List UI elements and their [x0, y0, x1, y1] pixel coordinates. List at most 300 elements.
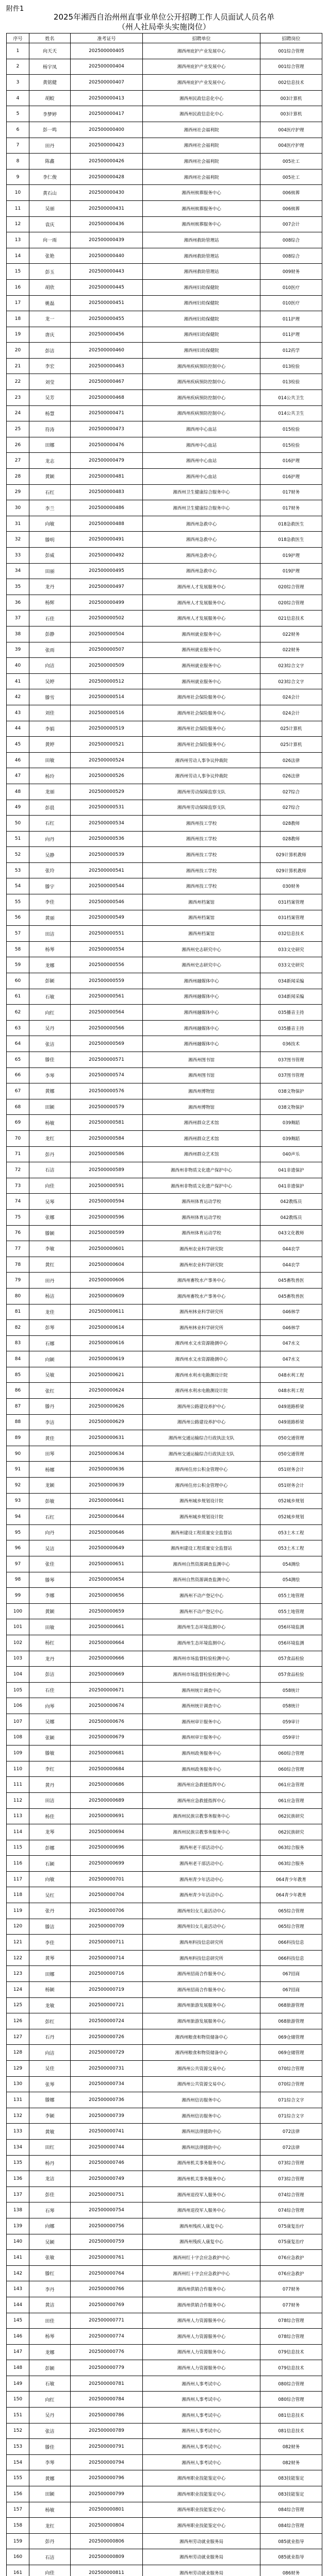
cell-post: 039舞蹈	[260, 1115, 322, 1131]
table-row	[7, 1257, 322, 1273]
cell-unit: 湘西州劳动人事争议仲裁院	[143, 752, 260, 768]
table-row	[7, 2013, 322, 2029]
cell-index: 134	[7, 2139, 29, 2155]
table-row	[7, 2454, 322, 2470]
cell-post: 064青少年教育	[260, 1887, 322, 1903]
cell-name: 田佳	[29, 2313, 71, 2329]
cell-index: 144	[7, 2297, 29, 2313]
cell-unit: 湘西州生态环境监测中心	[143, 1619, 260, 1635]
cell-unit: 湘西州劳动保障监察支队	[143, 784, 260, 800]
table-row	[7, 1020, 322, 1036]
cell-unit: 湘西州急救中心	[143, 532, 260, 548]
cell-name: 彭丹	[29, 1146, 71, 1162]
document-title	[6, 12, 322, 32]
cell-unit: 湘西州畜牧水产事务中心	[143, 1288, 260, 1304]
cell-index: 47	[7, 768, 29, 784]
cell-name: 滕红	[29, 2265, 71, 2281]
cell-index: 27	[7, 453, 29, 469]
table-row	[7, 957, 322, 973]
cell-post: 083技能鉴定	[260, 2486, 322, 2502]
cell-index: 18	[7, 311, 29, 327]
cell-exam-number: 202500000784	[71, 2392, 143, 2408]
table-row	[7, 106, 322, 122]
cell-name: 刘佳	[29, 705, 71, 721]
cell-post: 048水利工程	[260, 1383, 322, 1399]
table-row	[7, 1225, 322, 1241]
cell-index: 152	[7, 2423, 29, 2439]
cell-post: 039舞蹈	[260, 1130, 322, 1146]
cell-post: 078综合管理	[260, 2313, 322, 2329]
cell-post: 046林学	[260, 1304, 322, 1320]
cell-exam-number: 202500000719	[71, 1982, 143, 1998]
cell-unit: 湘西州劳动保障监察支队	[143, 800, 260, 816]
cell-unit: 湘西州青少年活动中心	[143, 1887, 260, 1903]
table-row	[7, 2423, 322, 2439]
table-row	[7, 2392, 322, 2408]
cell-index: 114	[7, 1824, 29, 1840]
cell-index: 84	[7, 1351, 29, 1367]
cell-exam-number: 202500000726	[71, 2029, 143, 2045]
cell-exam-number: 202500000746	[71, 2155, 143, 2171]
cell-index: 148	[7, 2360, 29, 2376]
cell-exam-number: 202500000701	[71, 1871, 143, 1887]
cell-name: 黄颖	[29, 1603, 71, 1619]
cell-exam-number: 202500000786	[71, 2408, 143, 2424]
cell-name: 李仁俊	[29, 169, 71, 185]
cell-index: 90	[7, 1446, 29, 1462]
cell-post: 007会计	[260, 216, 322, 232]
cell-name: 黄婷	[29, 737, 71, 753]
cell-exam-number: 202500000499	[71, 595, 143, 611]
cell-post: 041非遗保护	[260, 1162, 322, 1178]
table-row	[7, 1824, 322, 1840]
cell-index: 1	[7, 43, 29, 59]
cell-exam-number: 202500000616	[71, 1335, 143, 1351]
cell-exam-number: 202500000481	[71, 469, 143, 485]
table-row	[7, 1871, 322, 1887]
cell-post: 017财务	[260, 484, 322, 500]
cell-unit: 湘西州就业服务中心	[143, 642, 260, 658]
cell-post: 077财务	[260, 2297, 322, 2313]
cell-index: 26	[7, 437, 29, 453]
cell-index: 59	[7, 957, 29, 973]
cell-exam-number: 202500000671	[71, 1682, 143, 1698]
cell-index: 71	[7, 1146, 29, 1162]
cell-post: 029计算机教师	[260, 862, 322, 878]
cell-unit: 湘西州劳动就业服务局	[143, 2565, 260, 2576]
cell-unit: 湘西州技工学校	[143, 847, 260, 863]
cell-post: 035播音主持	[260, 1020, 322, 1036]
table-row	[7, 295, 322, 311]
table-row	[7, 784, 322, 800]
cell-unit: 湘西州图书馆	[143, 1067, 260, 1083]
cell-index: 6	[7, 122, 29, 138]
cell-unit: 湘西州招商合作服务中心	[143, 1966, 260, 1982]
cell-exam-number: 202500000541	[71, 862, 143, 878]
cell-index: 121	[7, 1935, 29, 1951]
cell-exam-number: 202500000681	[71, 1745, 143, 1761]
cell-index: 100	[7, 1603, 29, 1619]
cell-name: 李敏	[29, 1241, 71, 1257]
cell-name: 石佳	[29, 1682, 71, 1698]
cell-exam-number: 202500000579	[71, 1099, 143, 1115]
cell-index: 15	[7, 264, 29, 280]
cell-index: 78	[7, 1257, 29, 1273]
cell-exam-number: 202500000417	[71, 106, 143, 122]
cell-name: 滕洁	[29, 1919, 71, 1935]
cell-post: 062民族研究	[260, 1808, 322, 1824]
cell-exam-number: 202500000559	[71, 973, 143, 989]
cell-exam-number: 202500000646	[71, 1524, 143, 1540]
cell-index: 127	[7, 2029, 29, 2045]
cell-exam-number: 202500000569	[71, 1036, 143, 1052]
cell-name: 龙一	[29, 311, 71, 327]
table-row	[7, 626, 322, 642]
cell-exam-number: 202500000566	[71, 1020, 143, 1036]
cell-unit: 湘西州公共资源交易中心	[143, 2061, 260, 2077]
cell-name: 石琴	[29, 2202, 71, 2218]
cell-post: 041非遗保护	[260, 1178, 322, 1194]
cell-index: 102	[7, 1635, 29, 1651]
table-row	[7, 1115, 322, 1131]
cell-unit: 湘西州招商合作服务中心	[143, 1982, 260, 1998]
cell-name: 杨丹	[29, 2155, 71, 2171]
cell-unit: 湘西州群众艺术馆	[143, 1130, 260, 1146]
cell-exam-number: 202500000614	[71, 1320, 143, 1336]
cell-name: 张红	[29, 1383, 71, 1399]
cell-name: 田丽	[29, 563, 71, 579]
cell-unit: 湘西州水文水资源勘测中心	[143, 1351, 260, 1367]
cell-name: 向洁	[29, 658, 71, 674]
cell-name: 李娜	[29, 1588, 71, 1604]
table-row	[7, 2155, 322, 2171]
cell-index: 81	[7, 1304, 29, 1320]
cell-index: 107	[7, 1714, 29, 1730]
cell-name: 张玲	[29, 862, 71, 878]
cell-exam-number: 202500000468	[71, 390, 143, 406]
cell-exam-number: 202500000512	[71, 673, 143, 689]
cell-index: 158	[7, 2518, 29, 2534]
cell-index: 123	[7, 1966, 29, 1982]
cell-index: 62	[7, 1005, 29, 1021]
cell-exam-number: 202500000596	[71, 1209, 143, 1225]
table-row	[7, 1887, 322, 1903]
cell-name: 龙丽	[29, 784, 71, 800]
cell-unit: 湘西州社会福利院	[143, 154, 260, 170]
cell-index: 108	[7, 1730, 29, 1745]
cell-unit: 湘西州社会福利院	[143, 138, 260, 154]
cell-post: 009财务	[260, 264, 322, 280]
table-row	[7, 1745, 322, 1761]
table-row	[7, 122, 322, 138]
cell-name: 吴佳	[29, 2061, 71, 2077]
cell-name: 向天天	[29, 43, 71, 59]
cell-name: 向洁	[29, 2045, 71, 2061]
cell-name: 黄娜	[29, 2470, 71, 2486]
table-row	[7, 154, 322, 170]
cell-index: 75	[7, 1209, 29, 1225]
cell-name: 石洁	[29, 1162, 71, 1178]
cell-post: 085就业指导	[260, 2549, 322, 2565]
cell-exam-number: 202500000479	[71, 453, 143, 469]
cell-exam-number: 202500000679	[71, 1730, 143, 1745]
cell-unit: 湘西州社会保险服务中心	[143, 705, 260, 721]
cell-exam-number: 202500000691	[71, 1808, 143, 1824]
table-row	[7, 800, 322, 816]
table-row	[7, 1462, 322, 1478]
cell-name: 黄佳	[29, 1430, 71, 1446]
cell-post: 063综合服务	[260, 1840, 322, 1856]
cell-index: 42	[7, 689, 29, 705]
cell-exam-number: 202500000536	[71, 831, 143, 847]
cell-post: 027综合	[260, 784, 322, 800]
cell-unit: 湘西州庇护产业发展中心	[143, 59, 260, 75]
cell-exam-number: 202500000463	[71, 358, 143, 374]
cell-index: 70	[7, 1130, 29, 1146]
cell-unit: 湘西州融媒体中心	[143, 973, 260, 989]
cell-unit: 湘西州博物馆	[143, 1099, 260, 1115]
cell-unit: 湘西州史志研究中心	[143, 957, 260, 973]
cell-unit: 湘西州不动产登记中心	[143, 1588, 260, 1604]
cell-name: 黄红	[29, 1257, 71, 1273]
cell-post: 049道路桥梁	[260, 1414, 322, 1430]
cell-exam-number: 202500000431	[71, 200, 143, 216]
cell-exam-number: 202500000721	[71, 1997, 143, 2013]
cell-unit: 湘西州应急救援指挥中心	[143, 1792, 260, 1808]
cell-post: 029计算机教师	[260, 847, 322, 863]
cell-name: 田红	[29, 2139, 71, 2155]
header-post: 招聘岗位	[260, 33, 322, 43]
cell-index: 156	[7, 2486, 29, 2502]
cell-unit: 湘西州旅游发展服务中心	[143, 1997, 260, 2013]
cell-name: 张洁	[29, 1036, 71, 1052]
cell-unit: 湘西州劳动就业服务局	[143, 2533, 260, 2549]
table-row	[7, 2124, 322, 2140]
cell-index: 44	[7, 721, 29, 737]
cell-index: 103	[7, 1651, 29, 1667]
cell-name: 田敏	[29, 752, 71, 768]
cell-name: 田洁	[29, 926, 71, 942]
table-row	[7, 2344, 322, 2360]
cell-name: 向一雨	[29, 232, 71, 248]
cell-index: 7	[7, 138, 29, 154]
cell-unit: 湘西州妇幼保健院	[143, 311, 260, 327]
cell-index: 39	[7, 642, 29, 658]
cell-name: 向红	[29, 1005, 71, 1021]
cell-name: 张娜	[29, 1209, 71, 1225]
cell-unit: 湘西州政务服务中心	[143, 1745, 260, 1761]
cell-post: 001综合管理	[260, 59, 322, 75]
table-row	[7, 1399, 322, 1415]
table-row	[7, 1950, 322, 1966]
cell-name: 杨娜	[29, 1462, 71, 1478]
cell-unit: 湘西州社会福利院	[143, 122, 260, 138]
cell-unit: 湘西州疾病预防控制中心	[143, 390, 260, 406]
cell-exam-number: 202500000809	[71, 2549, 143, 2565]
cell-post: 038文物保护	[260, 1099, 322, 1115]
cell-name: 吴洁	[29, 1540, 71, 1556]
cell-post: 003计算机	[260, 106, 322, 122]
cell-index: 139	[7, 2218, 29, 2234]
cell-name: 彭敏	[29, 1493, 71, 1509]
cell-unit: 湘西州住房公积金管理中心	[143, 1462, 260, 1478]
cell-post: 059审计	[260, 1730, 322, 1745]
cell-index: 21	[7, 358, 29, 374]
cell-name: 陈鑫	[29, 154, 71, 170]
cell-name: 杨敏	[29, 1115, 71, 1131]
cell-exam-number: 202500000497	[71, 579, 143, 595]
cell-index: 37	[7, 611, 29, 626]
cell-unit: 湘西州庇护产业发展中心	[143, 43, 260, 59]
table-row	[7, 2029, 322, 2045]
cell-unit: 湘西州就业服务中心	[143, 658, 260, 674]
cell-unit: 湘西州科技信息研究所	[143, 1935, 260, 1951]
table-row	[7, 1651, 322, 1667]
cell-index: 38	[7, 626, 29, 642]
cell-index: 113	[7, 1808, 29, 1824]
cell-post: 082财务	[260, 2454, 322, 2470]
cell-post: 080综合管理	[260, 2392, 322, 2408]
cell-unit: 湘西州人才发展服务中心	[143, 595, 260, 611]
cell-exam-number: 202500000423	[71, 138, 143, 154]
cell-exam-number: 202500000576	[71, 1083, 143, 1099]
table-row	[7, 689, 322, 705]
cell-unit: 湘西州农业科学研究院	[143, 1257, 260, 1273]
cell-exam-number: 202500000509	[71, 658, 143, 674]
cell-index: 29	[7, 484, 29, 500]
cell-index: 9	[7, 169, 29, 185]
cell-name: 黄敏	[29, 2124, 71, 2140]
cell-index: 125	[7, 1997, 29, 2013]
table-row	[7, 1856, 322, 1872]
cell-index: 52	[7, 847, 29, 863]
cell-post: 050交通管理	[260, 1446, 322, 1462]
cell-index: 46	[7, 752, 29, 768]
table-row	[7, 1730, 322, 1745]
cell-exam-number: 202500000636	[71, 1462, 143, 1478]
table-row	[7, 611, 322, 626]
cell-name: 向娜	[29, 2218, 71, 2234]
cell-index: 124	[7, 1982, 29, 1998]
cell-name: 李红	[29, 1761, 71, 1777]
cell-exam-number: 202500000651	[71, 1556, 143, 1572]
cell-unit: 湘西州中心血站	[143, 453, 260, 469]
cell-post: 035播音主持	[260, 1005, 322, 1021]
cell-exam-number: 202500000771	[71, 2313, 143, 2329]
cell-index: 129	[7, 2061, 29, 2077]
cell-index: 5	[7, 106, 29, 122]
table-row	[7, 816, 322, 832]
cell-post: 045畜牧兽医	[260, 1288, 322, 1304]
cell-name: 田娜	[29, 437, 71, 453]
cell-name: 田洁	[29, 1792, 71, 1808]
cell-exam-number: 202500000639	[71, 1478, 143, 1494]
cell-post: 057食品检验	[260, 1667, 322, 1683]
table-row	[7, 1446, 322, 1462]
cell-exam-number: 202500000629	[71, 1414, 143, 1430]
cell-exam-number: 202500000443	[71, 264, 143, 280]
cell-unit: 湘西州残疾人康复中心	[143, 2234, 260, 2250]
cell-post: 015检验	[260, 437, 322, 453]
cell-unit: 湘西州人事考试中心	[143, 2423, 260, 2439]
table-row	[7, 1840, 322, 1856]
cell-unit: 湘西州城乡规划设计院	[143, 1509, 260, 1525]
table-row	[7, 1194, 322, 1210]
cell-exam-number: 202500000483	[71, 484, 143, 500]
cell-name: 黄琴	[29, 1950, 71, 1966]
cell-index: 126	[7, 2013, 29, 2029]
cell-index: 122	[7, 1950, 29, 1966]
cell-post: 034新闻采编	[260, 973, 322, 989]
cell-exam-number: 202500000440	[71, 248, 143, 264]
cell-exam-number: 202500000491	[71, 532, 143, 548]
cell-exam-number: 202500000631	[71, 1430, 143, 1446]
cell-post: 033文史研究	[260, 957, 322, 973]
cell-unit: 湘西州就业服务中心	[143, 626, 260, 642]
cell-name: 张雨	[29, 642, 71, 658]
table-row	[7, 989, 322, 1005]
cell-name: 石佳	[29, 611, 71, 626]
cell-exam-number: 202500000724	[71, 2013, 143, 2029]
cell-unit: 湘西州妇幼保健院	[143, 343, 260, 359]
cell-unit: 湘西州殡葬服务中心	[143, 216, 260, 232]
cell-exam-number: 202500000739	[71, 2108, 143, 2124]
cell-index: 160	[7, 2549, 29, 2565]
title-line-2: （州人社局牵头实施岗位）	[117, 22, 210, 31]
cell-unit: 湘西州机关事务服务中心	[143, 2155, 260, 2171]
cell-index: 73	[7, 1178, 29, 1194]
cell-unit: 湘西州民族宗教事务服务中心	[143, 1824, 260, 1840]
cell-name: 龙颖	[29, 1478, 71, 1494]
cell-unit: 湘西州红十字会应急救护中心	[143, 2250, 260, 2266]
cell-unit: 湘西州民政信息化中心	[143, 106, 260, 122]
cell-post: 068旅游管理	[260, 1997, 322, 2013]
table-row	[7, 2329, 322, 2345]
table-row	[7, 1935, 322, 1951]
table-row	[7, 1209, 322, 1225]
cell-post: 006殡葬	[260, 200, 322, 216]
cell-name: 吴娜	[29, 1714, 71, 1730]
cell-name: 龙娜	[29, 957, 71, 973]
cell-exam-number: 202500000749	[71, 2171, 143, 2187]
table-row	[7, 1619, 322, 1635]
cell-unit: 湘西州科技信息研究所	[143, 1950, 260, 1966]
cell-exam-number: 202500000601	[71, 1241, 143, 1257]
cell-index: 10	[7, 185, 29, 201]
table-row	[7, 941, 322, 957]
cell-unit: 湘西州水利水电勘测设计院	[143, 1383, 260, 1399]
cell-name: 黄洁	[29, 2297, 71, 2313]
cell-name: 吴静	[29, 847, 71, 863]
cell-exam-number: 202500000571	[71, 1052, 143, 1068]
cell-exam-number: 202500000774	[71, 2329, 143, 2345]
cell-unit: 湘西州审计服务中心	[143, 1714, 260, 1730]
cell-index: 48	[7, 784, 29, 800]
cell-unit: 湘西州生态环境监测中心	[143, 1635, 260, 1651]
cell-post: 020综合管理	[260, 579, 322, 595]
cell-unit: 湘西州自然资源调查监测中心	[143, 1556, 260, 1572]
table-row	[7, 264, 322, 280]
cell-unit: 湘西州人力资源服务中心	[143, 2344, 260, 2360]
cell-unit: 湘西州中心血站	[143, 421, 260, 437]
cell-name: 李娟	[29, 721, 71, 737]
cell-name: 黄颖	[29, 469, 71, 485]
cell-name: 黄石山	[29, 185, 71, 201]
cell-name: 吴红	[29, 1887, 71, 1903]
table-row	[7, 1335, 322, 1351]
cell-index: 155	[7, 2470, 29, 2486]
cell-exam-number: 202500000644	[71, 1509, 143, 1525]
